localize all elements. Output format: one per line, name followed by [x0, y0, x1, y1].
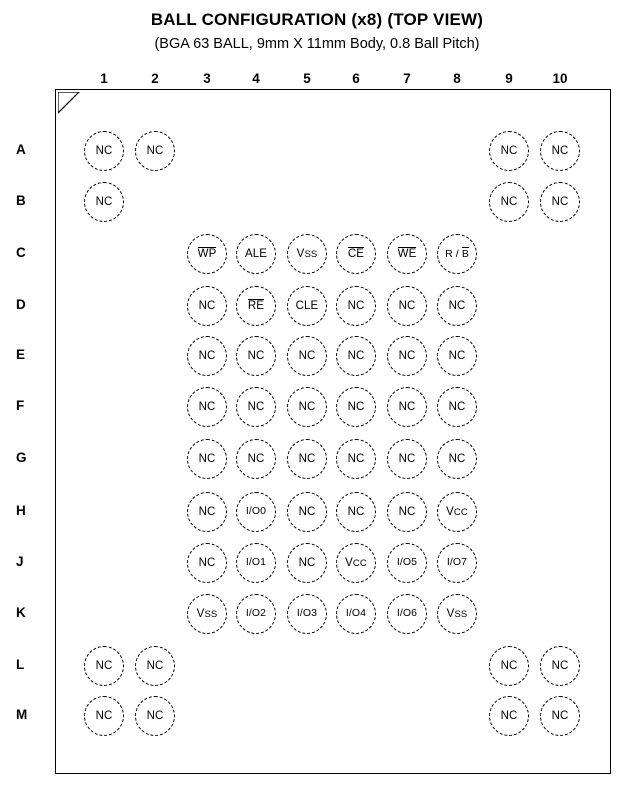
ball-label: I/O5 [396, 556, 418, 569]
ball-d4 [236, 286, 276, 326]
ball-label: I/O4 [345, 607, 367, 620]
ball-label: NC [398, 452, 416, 465]
ball-f3 [187, 387, 227, 427]
column-label-8: 8 [453, 71, 461, 86]
row-label-B: B [16, 193, 26, 208]
ball-f8 [437, 387, 477, 427]
ball-d7 [387, 286, 427, 326]
ball-label: NC [198, 556, 216, 569]
ball-label: NC [398, 505, 416, 518]
ball-label: VCC [446, 505, 468, 518]
ball-label: NC [398, 349, 416, 362]
ball-m9 [489, 696, 529, 736]
ball-label: NC [247, 452, 265, 465]
column-label-2: 2 [151, 71, 159, 86]
ball-label: WP [197, 247, 217, 260]
ball-label: NC [347, 400, 365, 413]
row-label-L: L [16, 657, 25, 672]
ball-b9 [489, 182, 529, 222]
ball-label: NC [500, 659, 518, 672]
row-label-J: J [16, 554, 24, 569]
row-label-F: F [16, 398, 25, 413]
ball-k8 [437, 594, 477, 634]
ball-label: ALE [244, 247, 268, 260]
ball-label: NC [298, 400, 316, 413]
ball-label: NC [448, 349, 466, 362]
ball-label: NC [95, 144, 113, 157]
ball-a9 [489, 131, 529, 171]
ball-l9 [489, 646, 529, 686]
column-label-7: 7 [403, 71, 411, 86]
ball-label: R / B [445, 248, 469, 261]
ball-label: NC [347, 452, 365, 465]
ball-l1 [84, 646, 124, 686]
ball-label: I/O2 [245, 607, 267, 620]
ball-e3 [187, 336, 227, 376]
ball-label: I/O1 [245, 556, 267, 569]
ball-d3 [187, 286, 227, 326]
ball-m10 [540, 696, 580, 736]
column-label-4: 4 [252, 71, 260, 86]
row-label-M: M [16, 707, 28, 722]
row-label-A: A [16, 142, 26, 157]
ball-d8 [437, 286, 477, 326]
ball-label: NC [95, 659, 113, 672]
ball-j4 [236, 543, 276, 583]
ball-label: NC [398, 299, 416, 312]
column-label-3: 3 [203, 71, 211, 86]
ball-label: NC [347, 349, 365, 362]
ball-f4 [236, 387, 276, 427]
ball-m1 [84, 696, 124, 736]
column-label-9: 9 [505, 71, 513, 86]
ball-label: NC [500, 144, 518, 157]
ball-label: I/O3 [296, 607, 318, 620]
row-label-H: H [16, 503, 26, 518]
ball-label: NC [551, 195, 569, 208]
ball-c4 [236, 234, 276, 274]
ball-label: NC [146, 659, 164, 672]
ball-g8 [437, 439, 477, 479]
ball-label: I/O6 [396, 607, 418, 620]
ball-label: VCC [345, 556, 367, 569]
ball-label: NC [551, 709, 569, 722]
ball-k3 [187, 594, 227, 634]
ball-j8 [437, 543, 477, 583]
ball-label: NC [198, 505, 216, 518]
ball-g3 [187, 439, 227, 479]
ball-j5 [287, 543, 327, 583]
ball-label: NC [198, 400, 216, 413]
ball-e6 [336, 336, 376, 376]
ball-h5 [287, 492, 327, 532]
ball-c3 [187, 234, 227, 274]
ball-label: VSS [446, 607, 468, 620]
column-label-6: 6 [352, 71, 360, 86]
ball-label: NC [146, 709, 164, 722]
page-subtitle: (BGA 63 BALL, 9mm X 11mm Body, 0.8 Ball Pitch) [154, 36, 480, 52]
ball-e5 [287, 336, 327, 376]
ball-label: VSS [296, 247, 318, 260]
ball-e4 [236, 336, 276, 376]
ball-f6 [336, 387, 376, 427]
column-label-1: 1 [100, 71, 108, 86]
ball-label: NC [398, 400, 416, 413]
ball-h7 [387, 492, 427, 532]
ball-a1 [84, 131, 124, 171]
ball-e7 [387, 336, 427, 376]
row-label-E: E [16, 347, 26, 362]
ball-a2 [135, 131, 175, 171]
ball-label: NC [500, 195, 518, 208]
ball-label: NC [247, 400, 265, 413]
ball-l10 [540, 646, 580, 686]
ball-g4 [236, 439, 276, 479]
ball-label: I/O0 [245, 505, 267, 518]
row-label-D: D [16, 297, 26, 312]
ball-l2 [135, 646, 175, 686]
ball-label: WE [397, 247, 417, 260]
ball-label: NC [551, 144, 569, 157]
ball-k7 [387, 594, 427, 634]
ball-k6 [336, 594, 376, 634]
ball-label: VSS [196, 607, 218, 620]
ball-label: CE [347, 247, 365, 260]
ball-c6 [336, 234, 376, 274]
ball-label: NC [198, 452, 216, 465]
ball-f5 [287, 387, 327, 427]
ball-g7 [387, 439, 427, 479]
ball-g6 [336, 439, 376, 479]
ball-label: NC [95, 195, 113, 208]
ball-j7 [387, 543, 427, 583]
ball-label: NC [448, 452, 466, 465]
ball-c5 [287, 234, 327, 274]
ball-label: NC [198, 299, 216, 312]
ball-label: NC [347, 505, 365, 518]
ball-label: NC [551, 659, 569, 672]
ball-h8 [437, 492, 477, 532]
ball-g5 [287, 439, 327, 479]
ball-b10 [540, 182, 580, 222]
ball-h3 [187, 492, 227, 532]
ball-h6 [336, 492, 376, 532]
ball-h4 [236, 492, 276, 532]
ball-label: I/O7 [446, 556, 468, 569]
ball-b1 [84, 182, 124, 222]
ball-d6 [336, 286, 376, 326]
ball-label: NC [448, 400, 466, 413]
ball-k4 [236, 594, 276, 634]
ball-d5 [287, 286, 327, 326]
column-label-5: 5 [303, 71, 311, 86]
ball-k5 [287, 594, 327, 634]
ball-label: NC [298, 452, 316, 465]
ball-m2 [135, 696, 175, 736]
ball-a10 [540, 131, 580, 171]
row-label-G: G [16, 450, 27, 465]
ball-label: NC [298, 505, 316, 518]
ball-label: CLE [295, 299, 319, 312]
ball-j3 [187, 543, 227, 583]
ball-e8 [437, 336, 477, 376]
ball-label: NC [247, 349, 265, 362]
ball-label: NC [95, 709, 113, 722]
ball-label: NC [146, 144, 164, 157]
ball-label: NC [448, 299, 466, 312]
column-label-10: 10 [552, 71, 568, 86]
ball-label: NC [500, 709, 518, 722]
pin-one-corner-marker [58, 92, 80, 114]
row-label-C: C [16, 245, 26, 260]
ball-label: NC [298, 349, 316, 362]
ball-label: RE [247, 299, 265, 312]
ball-label: NC [298, 556, 316, 569]
page-title: BALL CONFIGURATION (x8) (TOP VIEW) [150, 10, 484, 29]
ball-c7 [387, 234, 427, 274]
row-label-K: K [16, 605, 26, 620]
ball-c8 [437, 234, 477, 274]
ball-label: NC [347, 299, 365, 312]
ball-f7 [387, 387, 427, 427]
ball-j6 [336, 543, 376, 583]
ball-label: NC [198, 349, 216, 362]
